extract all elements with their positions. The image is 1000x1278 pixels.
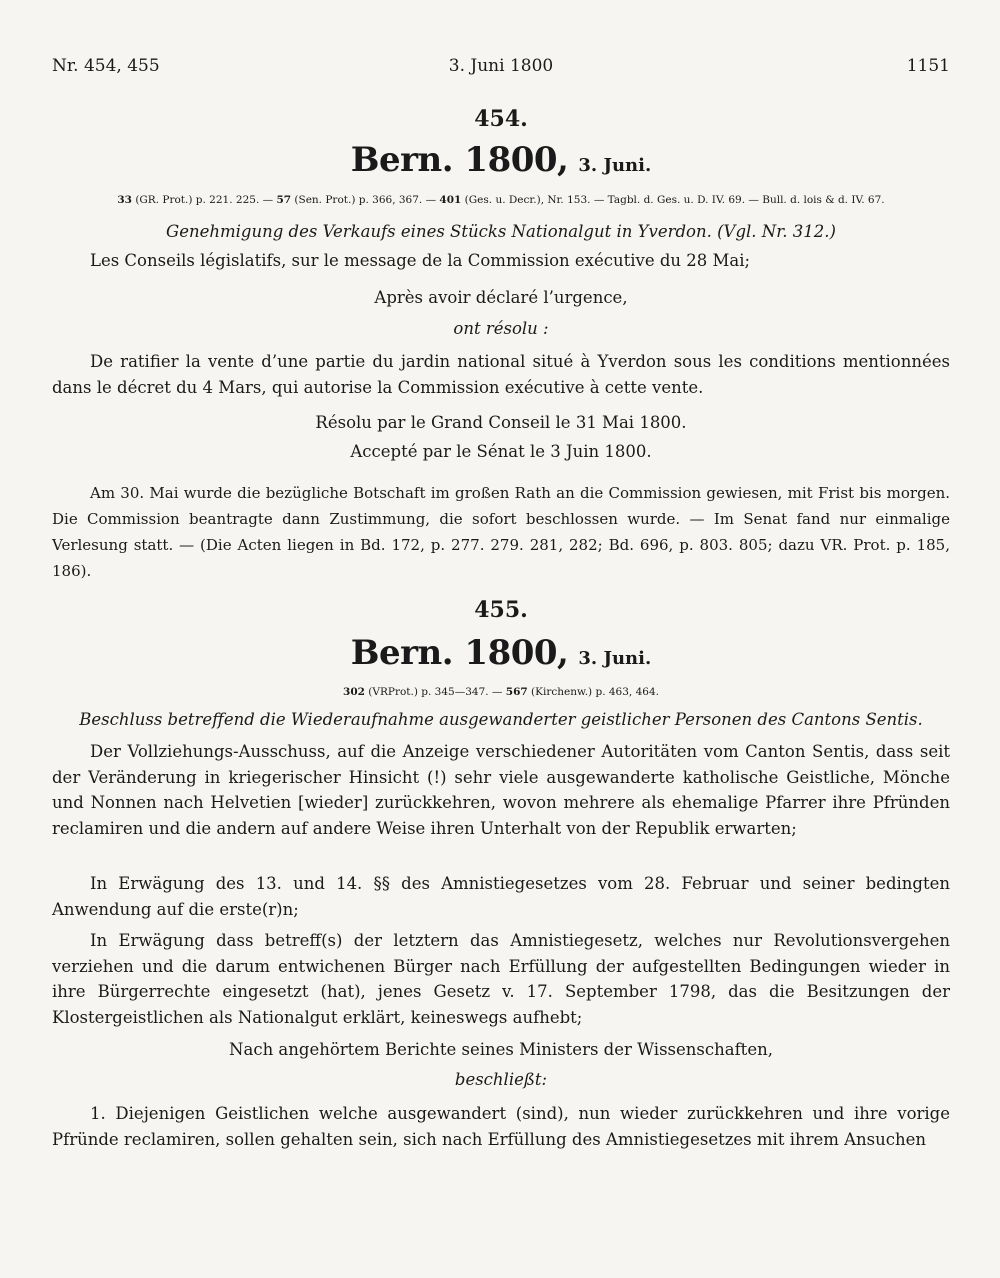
ref-number: 302: [343, 686, 365, 698]
entry-454-urgence: Après avoir déclaré l’urgence,: [374, 288, 628, 307]
header-date: 3. Juni 1800: [448, 56, 554, 76]
entry-455-date: 3. Juni.: [578, 648, 652, 669]
entry-455-article-1: 1. Diejenigen Geistlichen welche ausgewandert (sind), nun wieder zurückkehren und ihre vorige Pfründe reclamiren, sollen gehalten sein, sich nach Erfüllung des Amnistiegesetzes mit ihrem Ansuchen: [52, 1104, 950, 1149]
ref-number: 33: [117, 194, 132, 206]
entry-454-heading: [52, 140, 950, 180]
entry-455-minister: Nach angehörtem Berichte seines Ministers der Wissenschaften,: [229, 1040, 773, 1059]
document-page: [52, 0, 950, 1278]
entry-455-place-year: Bern. 1800,: [350, 633, 569, 673]
ref-text: (Sen. Prot.) p. 366, 367. —: [291, 194, 440, 206]
entry-455-title: Beschluss betreffend die Wiederaufnahme ausgewanderter geistlicher Personen des Cantons Sentis.: [79, 710, 923, 729]
entry-454-note: Am 30. Mai wurde die bezügliche Botschaft im großen Rath an die Commission gewiesen, mit Frist bis morgen. Die Commission beantragte dann Zustimmung, die sofort beschlossen wurde. — Im Senat fand nur einmalige Verlesung statt. — (Die Acten liegen in Bd. 172, p. 277. 279. 281, 282; Bd. 696, p. 803. 805; dazu VR. Prot. p. 185, 186).: [52, 484, 950, 580]
entry-455-heading: [52, 633, 950, 673]
entry-454-resolu: ont résolu :: [453, 319, 549, 338]
entry-455-number: 455.: [474, 597, 528, 623]
entry-454-title: Genehmigung des Verkaufs eines Stücks Nationalgut in Yverdon. (Vgl. Nr. 312.): [166, 222, 836, 241]
entry-454-resolution-senat: Accepté par le Sénat le 3 Juin 1800.: [350, 442, 652, 461]
entry-454-body: De ratifier la vente d’une partie du jardin national situé à Yverdon sous les conditions mentionnées dans le décret du 4 Mars, qui autorise la Commission exécutive à cette vente.: [52, 352, 950, 397]
entry-455-references: [52, 686, 950, 698]
ref-text: (Kirchenw.) p. 463, 464.: [527, 686, 659, 698]
entry-455-paragraph-3: In Erwägung dass betreff(s) der letztern das Amnistiegesetz, welches nur Revolutionsvergehen verziehen und die darum entwichenen Bürger nach Erfüllung der aufgestellten Bedingungen wieder in ihre Bürgerrechte eingesetzt (hat), jenes Gesetz v. 17. September 1798, das die Besitzungen der Klostergeistlichen als Nationalgut erklärt, keineswegs aufhebt;: [52, 931, 950, 1027]
header-page-number: 1151: [906, 56, 950, 76]
ref-number: 401: [439, 194, 462, 206]
ref-text: (Ges. u. Decr.), Nr. 153. — Tagbl. d. Ges. u. D. IV. 69. — Bull. d. lois & d. IV. 67.: [461, 194, 885, 206]
entry-454-intro: Les Conseils législatifs, sur le message de la Commission exécutive du 28 Mai;: [90, 251, 751, 270]
running-head: [52, 56, 950, 82]
header-doc-numbers: Nr. 454, 455: [52, 56, 160, 76]
entry-454-number: 454.: [474, 106, 528, 132]
ref-text: (VRProt.) p. 345—347. —: [364, 686, 506, 698]
entry-454-resolution-grand-conseil: Résolu par le Grand Conseil le 31 Mai 1800.: [315, 413, 687, 432]
entry-454-place-year: Bern. 1800,: [350, 140, 569, 180]
entry-455-beschliesst: beschließt:: [454, 1070, 548, 1089]
entry-454-references: [52, 194, 950, 206]
ref-number: 57: [276, 194, 292, 206]
ref-number: 567: [505, 686, 528, 698]
entry-455-paragraph-1: Der Vollziehungs-Ausschuss, auf die Anzeige verschiedener Autoritäten vom Canton Sentis, dass seit der Veränderung in kriegerischer Hinsicht (!) sehr viele ausgewanderte katholische Geistliche, Mönche und Nonnen nach Helvetien [wieder] zurückkehren, wovon mehrere als ehemalige Pfarrer ihre Pfründen reclamiren und die andern auf andere Weise ihren Unterhalt von der Republik erwarten;: [52, 742, 950, 838]
entry-455-paragraph-2: In Erwägung des 13. und 14. §§ des Amnistiegesetzes vom 28. Februar und seiner bedingten Anwendung auf die erste(r)n;: [52, 874, 950, 919]
entry-454-date: 3. Juni.: [578, 155, 652, 176]
ref-text: (GR. Prot.) p. 221. 225. —: [131, 194, 277, 206]
